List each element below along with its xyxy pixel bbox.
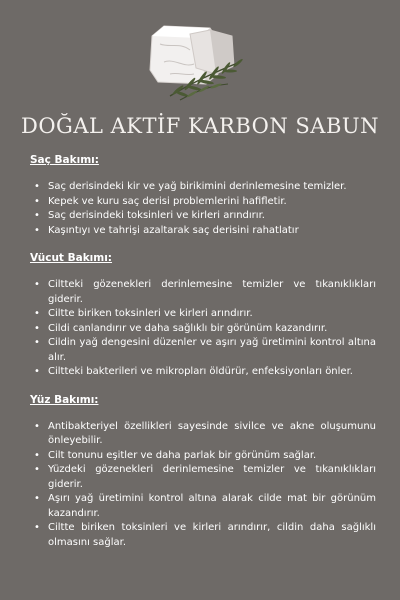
- list-item: • Cilt tonunu eşitler ve daha parlak bir görünüm sağlar.: [30, 449, 376, 464]
- section-heading: Yüz Bakımı:: [30, 393, 99, 406]
- list-item: • Cildi canlandırır ve daha sağlıklı bir görünüm kazandırır.: [30, 322, 376, 337]
- list-item: • Kepek ve kuru saç derisi problemlerini hafifletir.: [30, 195, 376, 210]
- section-hair-care: [30, 154, 376, 238]
- bullet-list: [30, 180, 376, 238]
- section-heading: Vücut Bakımı:: [30, 252, 113, 264]
- list-item: • Aşırı yağ üretimini kontrol altına alarak cilde mat bir görünüm kazandırır.: [30, 492, 376, 521]
- list-item: • Saç derisindeki kir ve yağ birikimini derinlemesine temizler.: [30, 180, 376, 195]
- section-face-care: [30, 394, 376, 551]
- bullet-list: [30, 278, 376, 380]
- list-item: • Kaşıntıyı ve tahrişi azaltarak saç derisini rahatlatır: [30, 224, 376, 239]
- list-item: • Ciltte biriken toksinleri ve kirleri arındırır.: [30, 307, 376, 322]
- page-title: DOĞAL AKTİF KARBON SABUN: [21, 114, 379, 138]
- section-heading: Saç Bakımı:: [30, 154, 99, 166]
- section-body-care: [30, 252, 376, 380]
- soap-with-rosemary-illustration: [140, 14, 250, 104]
- bullet-list: [30, 420, 376, 551]
- soap-icon: [140, 14, 250, 104]
- list-item: • Ciltteki bakterileri ve mikropları öldürür, enfeksiyonları önler.: [30, 365, 376, 380]
- list-item: • Cildin yağ dengesini düzenler ve aşırı yağ üretimini kontrol altına alır.: [30, 336, 376, 365]
- list-item: • Ciltteki gözenekleri derinlemesine temizler ve tıkanıklıkları giderir.: [30, 278, 376, 307]
- content: [30, 154, 376, 550]
- list-item: • Yüzdeki gözenekleri derinlemesine temizler ve tıkanıklıkları giderir.: [30, 463, 376, 492]
- list-item: • Ciltte biriken toksinleri ve kirleri arındırır, cildin daha sağlıklı olmasını sağlar.: [30, 521, 376, 550]
- list-item: • Antibakteriyel özellikleri sayesinde sivilce ve akne oluşumunu önleyebilir.: [30, 420, 376, 449]
- list-item: • Saç derisindeki toksinleri ve kirleri arındırır.: [30, 209, 376, 224]
